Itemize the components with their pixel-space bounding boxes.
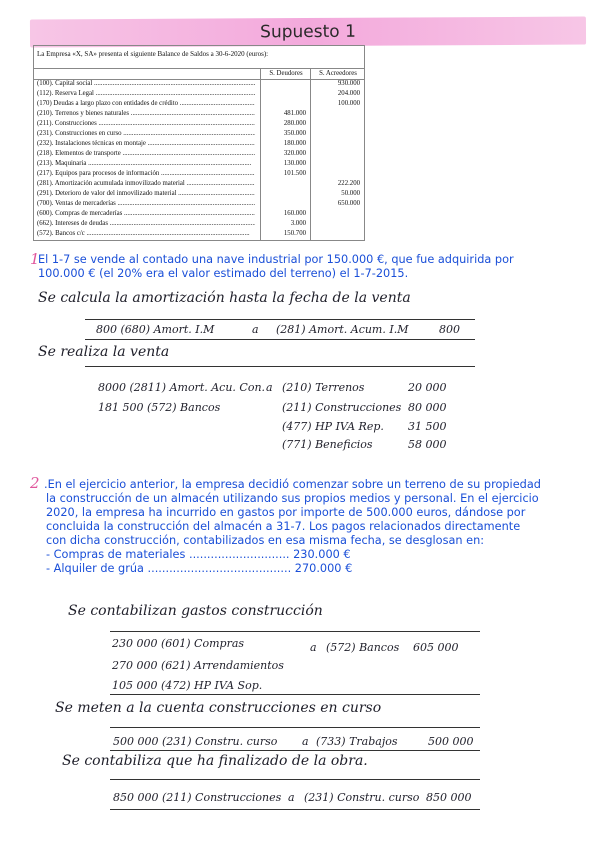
question-2-line: la construcción de un almacén utilizando sus propios medios y personal. En el ejercicio — [46, 492, 539, 505]
question-2-line: con dicha construcción, contabilizados en esa misma fecha, se desglosan en: — [46, 534, 485, 547]
credit-balance: 204.000 — [337, 90, 360, 97]
credit-balance: 222.200 — [337, 180, 360, 187]
journal-amount: 31 500 — [408, 420, 447, 433]
account-name: (291). Deterioro de valor del inmovilizado material ..... — [37, 190, 255, 198]
account-name: (112). Reserva Legal ..... — [37, 90, 255, 98]
handwritten-note: Se contabilizan gastos construcción — [68, 603, 323, 619]
journal-debit: 230 000 (601) Compras — [112, 637, 245, 650]
journal-credit: (771) Beneficios — [282, 438, 373, 451]
account-name: (600). Compras de mercaderías ..... — [37, 210, 255, 218]
journal-debit: 181 500 (572) Bancos — [98, 401, 221, 414]
debit-balance: 130.000 — [283, 160, 306, 167]
credit-balance: 100.000 — [337, 100, 360, 107]
question-2-line: - Compras de materiales ............................ 230.000 € — [46, 548, 351, 561]
journal-debit: 850 000 (211) Construcciones — [113, 791, 282, 804]
question-2-line: concluida la construcción del almacén a 31-7. Los pagos relacionados directamente — [46, 520, 521, 533]
journal-rule — [85, 319, 475, 320]
journal-debit: 8000 (2811) Amort. Acu. Con. — [98, 381, 266, 394]
debit-column-header: S. Deudores — [260, 70, 311, 80]
handwritten-note: Se contabiliza que ha finalizado de la obra. — [62, 753, 368, 769]
handwritten-note: Se realiza la venta — [38, 344, 170, 360]
journal-rule — [110, 631, 480, 632]
journal-debit: 800 (680) Amort. I.M — [96, 323, 215, 336]
credit-balance: 930.000 — [337, 80, 360, 87]
account-name: (100). Capital social ..... — [37, 80, 255, 88]
journal-connector: a — [252, 323, 259, 336]
balance-row — [34, 80, 364, 88]
journal-connector: a — [302, 735, 309, 748]
journal-debit: 500 000 (231) Constru. curso — [113, 735, 278, 748]
balance-row — [34, 130, 364, 138]
journal-amount: 80 000 — [408, 401, 447, 414]
account-name: (213). Maquinaria ..... — [37, 160, 255, 168]
debit-balance: 280.000 — [283, 120, 306, 127]
balance-row — [34, 230, 364, 238]
debit-balance: 160.000 — [283, 210, 306, 217]
journal-credit: (733) Trabajos — [316, 735, 398, 748]
account-name: (211). Construcciones ..... — [37, 120, 255, 128]
journal-credit: (211) Construcciones — [282, 401, 402, 414]
journal-amount: 800 — [439, 323, 460, 336]
credit-balance: 650.000 — [337, 200, 360, 207]
question-2-line: - Alquiler de grúa ........................................ 270.000 € — [46, 562, 353, 575]
question-1-line: 100.000 € (el 20% era el valor estimado del terreno) el 1-7-2015. — [38, 267, 409, 280]
journal-debit: 270 000 (621) Arrendamientos — [112, 659, 284, 672]
question-2-line: 2020, la empresa ha incurrido en gastos por importe de 500.000 euros, dándose por — [46, 506, 526, 519]
balance-row — [34, 220, 364, 228]
balance-row — [34, 180, 364, 188]
credit-column-header: S. Acreedores — [310, 70, 365, 80]
journal-credit: (210) Terrenos — [282, 381, 365, 394]
balance-row — [34, 210, 364, 218]
account-name: (232). Instalaciones técnicas en montaje ..... — [37, 140, 255, 148]
account-name: (170) Deudas a largo plazo con entidades de crédito ..... — [37, 100, 255, 108]
handwritten-note: Se calcula la amortización hasta la fecha de la venta — [38, 290, 411, 306]
journal-connector: a — [310, 641, 317, 654]
journal-rule — [110, 750, 480, 751]
question-2-line: .En el ejercicio anterior, la empresa decidió comenzar sobre un terreno de su propiedad — [44, 478, 541, 491]
account-name: (572). Bancos c/c ..... — [37, 230, 255, 238]
debit-balance: 350.000 — [283, 130, 306, 137]
title-banner — [30, 17, 586, 48]
debit-balance: 481.000 — [283, 110, 306, 117]
balance-row — [34, 110, 364, 118]
journal-credit: (231) Constru. curso — [304, 791, 420, 804]
balance-row — [34, 120, 364, 128]
journal-rule — [110, 727, 480, 728]
journal-amount: 500 000 — [428, 735, 474, 748]
debit-balance: 101.500 — [283, 170, 306, 177]
account-name: (281). Amortización acumulada inmovilizado material ..... — [37, 180, 255, 188]
journal-debit: 105 000 (472) HP IVA Sop. — [112, 679, 263, 692]
balance-table — [33, 45, 365, 241]
balance-header — [34, 68, 364, 80]
journal-rule — [110, 809, 480, 810]
journal-amount: 850 000 — [426, 791, 472, 804]
journal-amount: 20 000 — [408, 381, 447, 394]
journal-rule — [85, 339, 475, 340]
journal-rule — [110, 694, 480, 695]
question-2-number: 2 — [30, 474, 40, 492]
debit-balance: 150.700 — [283, 230, 306, 237]
balance-row — [34, 160, 364, 168]
balance-row — [34, 170, 364, 178]
balance-row — [34, 190, 364, 198]
account-name: (218). Elementos de transporte ..... — [37, 150, 255, 158]
balance-row — [34, 100, 364, 108]
journal-amount: 605 000 — [413, 641, 459, 654]
account-name: (700). Ventas de mercaderías ..... — [37, 200, 255, 208]
question-1-line: El 1-7 se vende al contado una nave industrial por 150.000 €, que fue adquirida por — [38, 253, 514, 266]
question-1-number: 1 — [30, 250, 40, 268]
account-name: (210). Terrenos y bienes naturales ..... — [37, 110, 255, 118]
debit-balance: 180.000 — [283, 140, 306, 147]
balance-row — [34, 140, 364, 148]
journal-amount: 58 000 — [408, 438, 447, 451]
account-name: (217). Equipos para procesos de información ..... — [37, 170, 255, 178]
balance-row — [34, 90, 364, 98]
journal-connector: a — [266, 381, 273, 394]
journal-credit: (572) Bancos — [326, 641, 400, 654]
account-name: (231). Construcciones en curso ..... — [37, 130, 255, 138]
journal-rule — [110, 779, 480, 780]
journal-rule — [85, 366, 475, 367]
debit-balance: 3.000 — [290, 220, 306, 227]
handwritten-note: Se meten a la cuenta construcciones en curso — [55, 700, 382, 716]
journal-credit: (281) Amort. Acum. I.M — [276, 323, 409, 336]
debit-balance: 320.000 — [283, 150, 306, 157]
account-name: (662). Intereses de deudas ..... — [37, 220, 255, 228]
balance-row — [34, 150, 364, 158]
journal-connector: a — [288, 791, 295, 804]
page-title: Supuesto 1 — [260, 21, 356, 43]
journal-credit: (477) HP IVA Rep. — [282, 420, 384, 433]
credit-balance: 50.000 — [341, 190, 360, 197]
balance-intro: La Empresa «X, SA» presenta el siguiente Balance de Saldos a 30-6-2020 (euros): — [37, 50, 269, 58]
balance-row — [34, 200, 364, 208]
